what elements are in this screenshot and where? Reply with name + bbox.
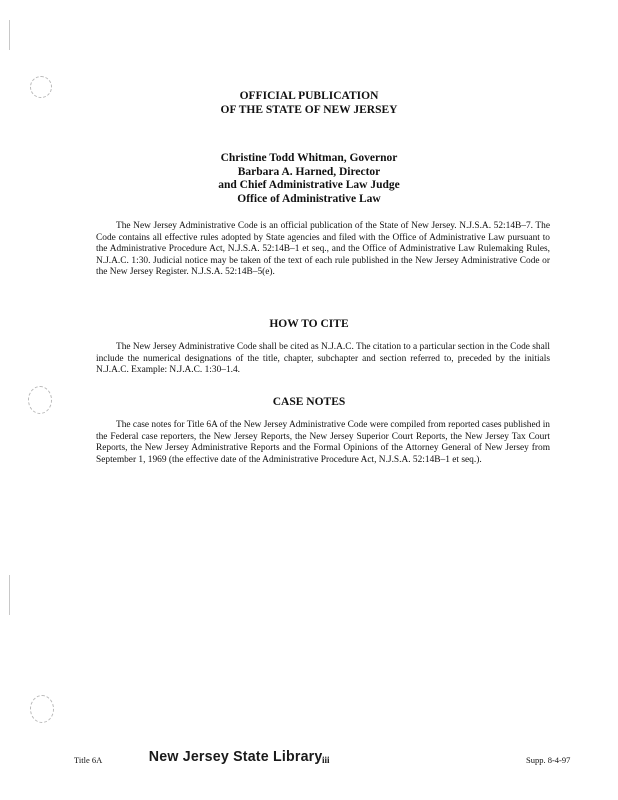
punch-hole-bottom	[30, 695, 54, 723]
officials-line-1: Christine Todd Whitman, Governor	[220, 152, 398, 164]
officials-line-3: and Chief Administrative Law Judge	[218, 179, 400, 191]
scan-edge-line	[9, 575, 10, 615]
header-line-2: OF THE STATE OF NEW JERSEY	[220, 103, 398, 116]
publication-header	[0, 90, 618, 117]
page-number: iii	[322, 755, 330, 765]
officials-line-4: Office of Administrative Law	[237, 192, 381, 205]
header-line-1: OFFICIAL PUBLICATION	[239, 90, 379, 102]
how-to-cite-heading: HOW TO CITE	[269, 318, 349, 330]
footer-title: Title 6A	[74, 755, 103, 765]
officials-line-2: Barbara A. Harned, Director	[237, 165, 381, 178]
footer-supplement: Supp. 8-4-97	[526, 755, 571, 765]
library-stamp: New Jersey State Library	[148, 749, 323, 765]
scan-edge-line-top	[9, 20, 10, 50]
case-notes-heading: CASE NOTES	[272, 396, 346, 408]
officials-block	[0, 152, 618, 206]
case-notes-paragraph: The case notes for Title 6A of the New Jersey Administrative Code were compiled from reported cases published in the Federal case reporters, the New Jersey Reports, the New Jersey Superior Court Reports, the New Jersey Tax Court Reports, the New Jersey Administrative Reports and the Formal Opinions of the Attorney General of New Jersey from September 1, 1969 (the effective date of the Administrative Procedure Act, N.J.S.A. 52:14B–1 et seq.).	[96, 420, 550, 465]
how-to-cite-paragraph: The New Jersey Administrative Code shall be cited as N.J.A.C. The citation to a particular section in the Code shall include the numerical designations of the title, chapter, subchapter and section referred to, preceded by the initials N.J.A.C. Example: N.J.A.C. 1:30–1.4.	[96, 342, 550, 376]
intro-paragraph: The New Jersey Administrative Code is an official publication of the State of New Jersey. N.J.S.A. 52:14B–7. The Code contains all effective rules adopted by State agencies and filed with the Office of Administrative Law pursuant to the Administrative Procedure Act, N.J.S.A. 52:14B–1 et seq., and the Office of Administrative Law Rulemaking Rules, N.J.A.C. 1:30. Judicial notice may be taken of the text of each rule published in the New Jersey Administrative Code or the New Jersey Register. N.J.S.A. 52:14B–5(e).	[96, 221, 550, 278]
